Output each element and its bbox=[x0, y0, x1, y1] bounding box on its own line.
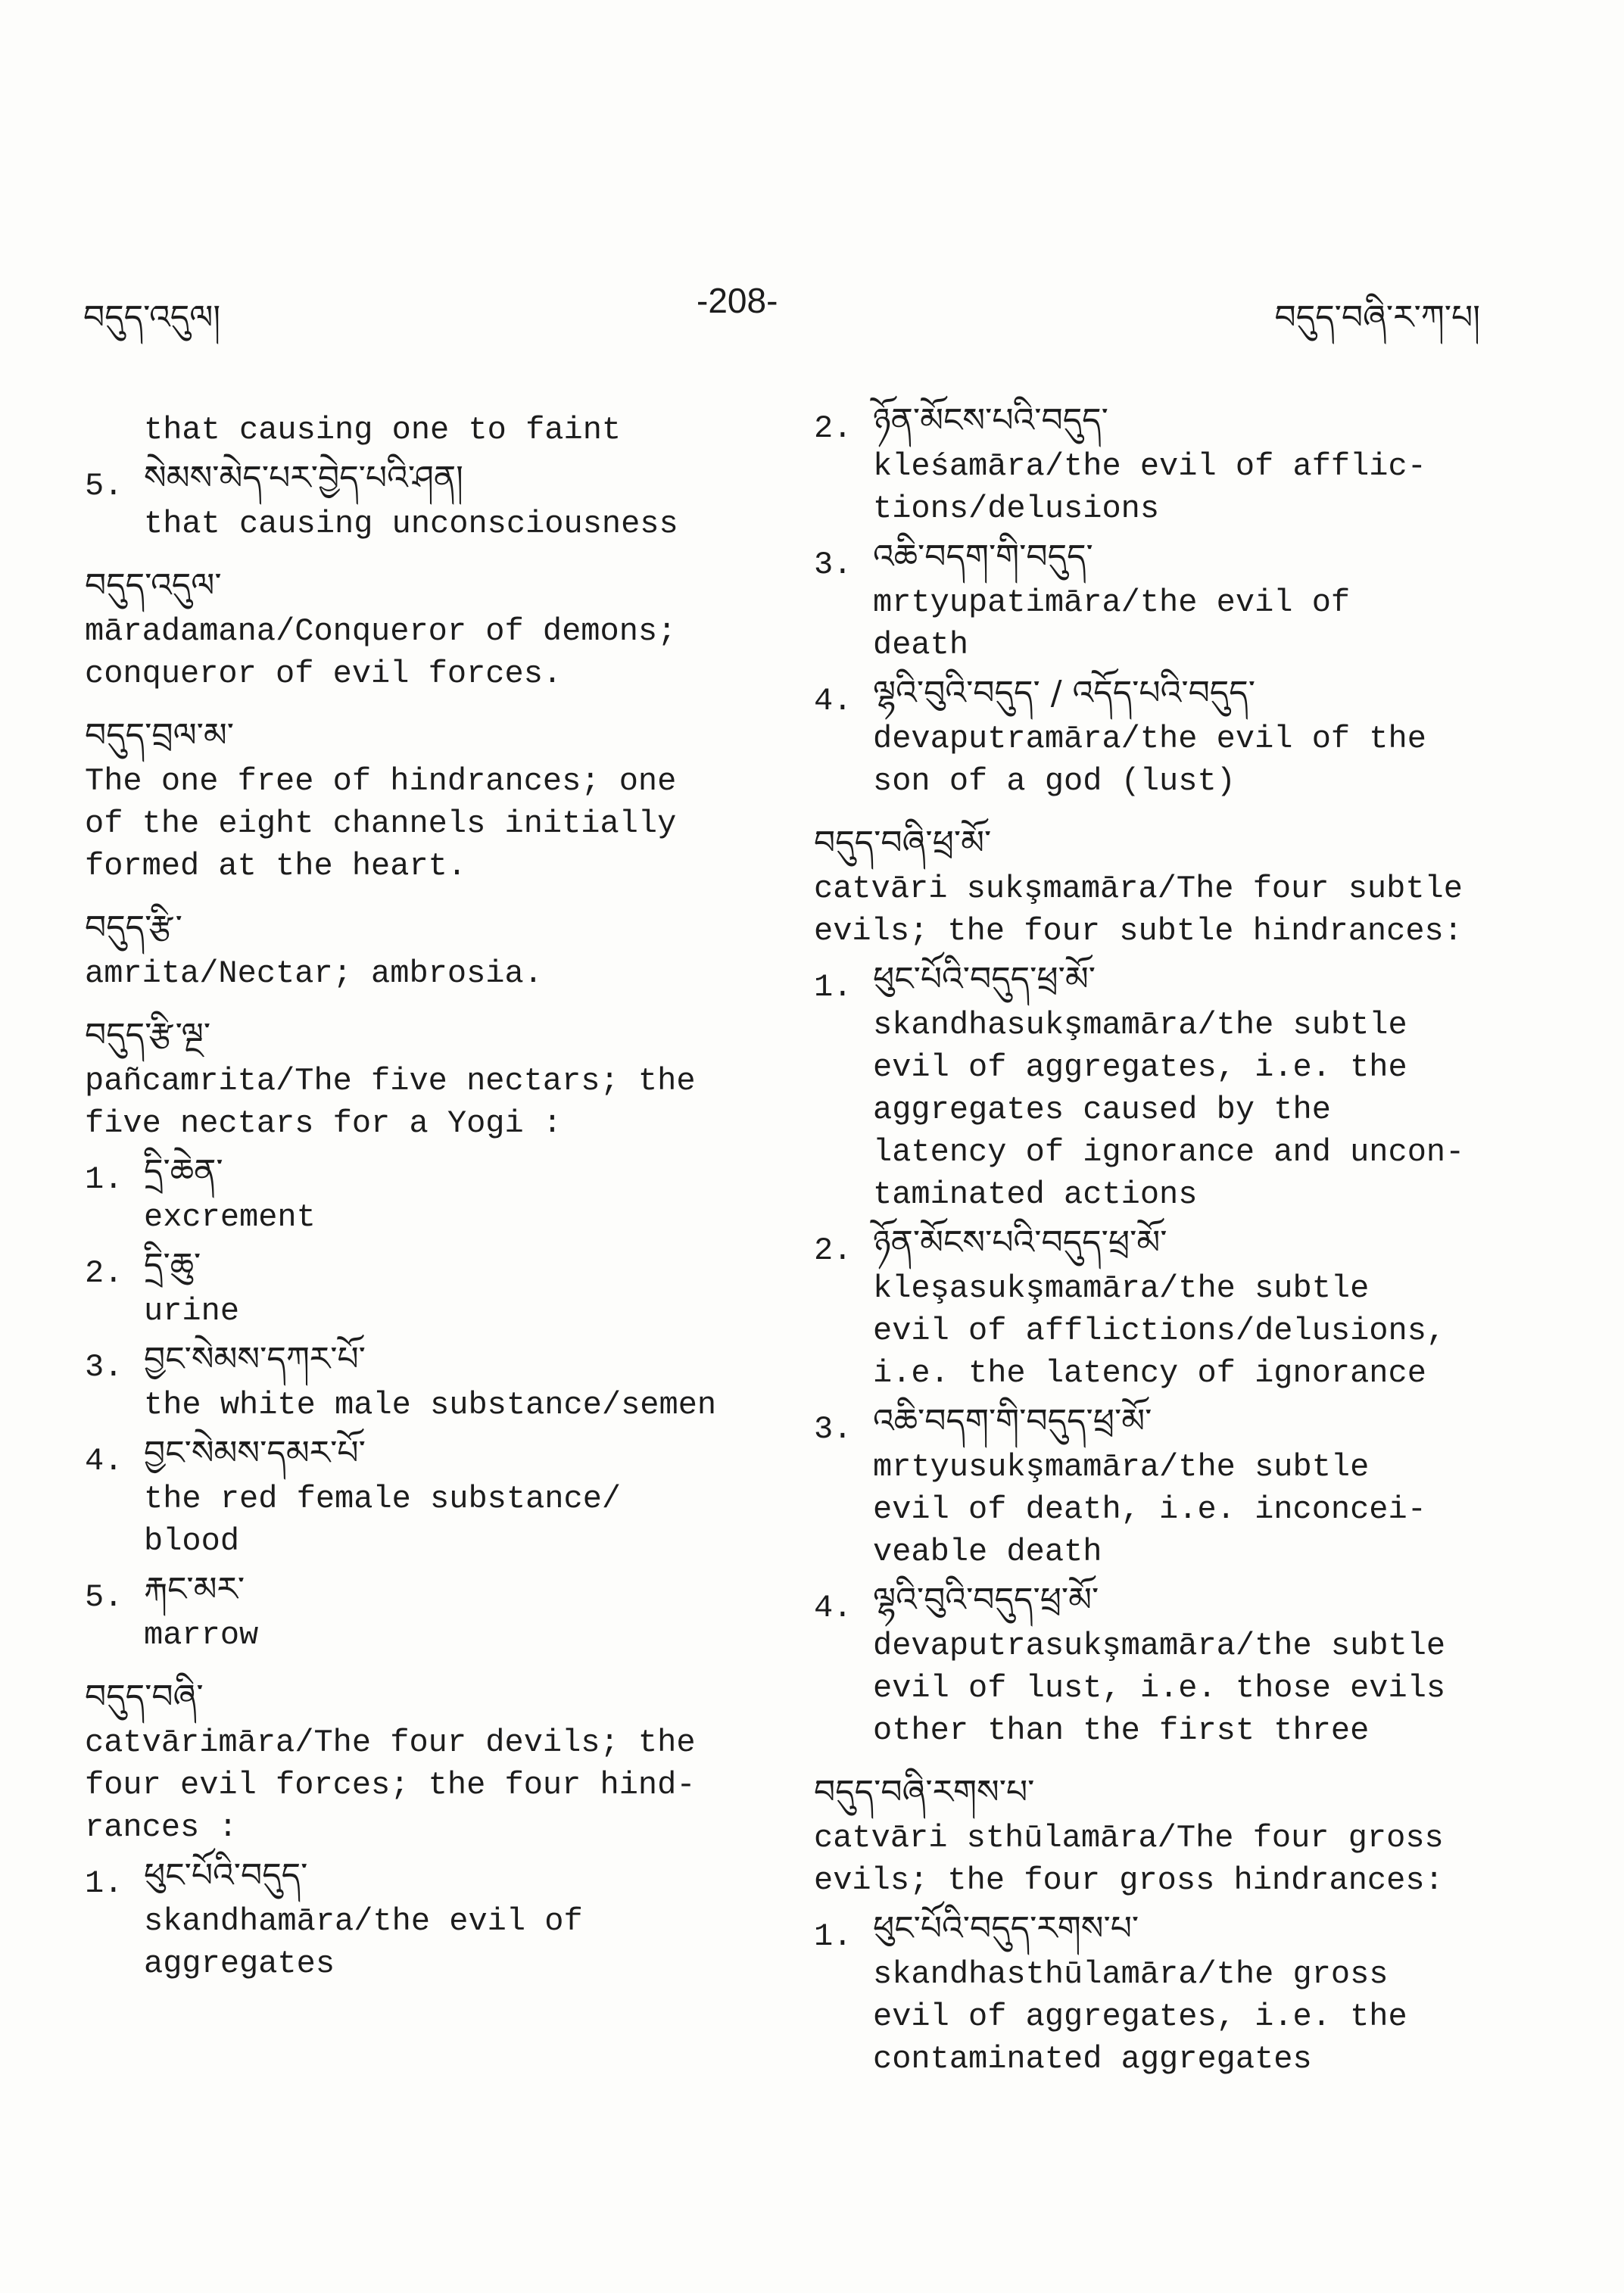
item-text: kleşasukşmamāra/the subtle evil of afflictions/delusions, i.e. the latency of ignorance bbox=[873, 1270, 1446, 1391]
item-number: 2. bbox=[814, 1232, 853, 1269]
definition-line: The one free of hindrances; one bbox=[85, 763, 677, 799]
definition-line: evils; the four gross hindrances: bbox=[814, 1862, 1444, 1899]
right-column bbox=[814, 394, 1526, 2080]
tibetan-term: ཕུང་པོའི་བདུད་ bbox=[144, 1856, 308, 1895]
item-number: 5. bbox=[85, 468, 123, 504]
entry-pancamrita bbox=[85, 1011, 796, 1656]
tibetan-term: ལྷའི་བུའི་བདུད་ / འདོད་པའི་བདུད་ bbox=[873, 674, 1255, 712]
item-text: excrement bbox=[144, 1199, 316, 1235]
item-text: mrtyusukşmamāra/the subtle evil of death, i.e. inconcei- veable death bbox=[873, 1449, 1426, 1570]
definition-line: catvārimāra/The four devils; the bbox=[85, 1724, 696, 1761]
definition-line: evils; the four subtle hindrances: bbox=[814, 913, 1463, 949]
list-item bbox=[814, 533, 1526, 666]
item-number: 4. bbox=[814, 683, 853, 719]
running-head-left: བདུད་འདུལ། bbox=[83, 301, 221, 339]
definition-line: of the eight channels initially bbox=[85, 805, 677, 842]
item-number: 2. bbox=[814, 410, 853, 447]
definition-line: pañcamrita/The five nectars; the bbox=[85, 1063, 696, 1099]
item-number: 1. bbox=[814, 1918, 853, 1955]
entry-subtle-evils bbox=[814, 819, 1526, 1752]
definition-line: formed at the heart. bbox=[85, 848, 467, 884]
tibetan-term: ཕུང་པོའི་བདུད་ཕྲ་མོ་ bbox=[873, 960, 1096, 999]
list-item bbox=[814, 1905, 1526, 2080]
tibetan-term: བྱང་སེམས་དམར་པོ་ bbox=[144, 1434, 366, 1472]
tibetan-term: ལྷའི་བུའི་བདུད་ཕྲ་མོ་ bbox=[873, 1581, 1099, 1619]
list-item bbox=[85, 454, 796, 545]
list-item bbox=[814, 1219, 1526, 1394]
definition-line: four evil forces; the four hind- bbox=[85, 1767, 696, 1803]
item-number: 2. bbox=[85, 1255, 123, 1291]
page-number: -208- bbox=[697, 281, 778, 320]
item-text: that causing unconsciousness bbox=[144, 506, 678, 542]
list-item bbox=[85, 1429, 796, 1562]
list-item bbox=[814, 669, 1526, 802]
item-text: devaputrasukşmamāra/the subtle evil of lust, i.e. those evils other than the first three bbox=[873, 1628, 1446, 1749]
list-item bbox=[85, 1335, 796, 1426]
headword: བདུད་བཞི་ཕྲ་མོ་ bbox=[814, 824, 992, 862]
list-item bbox=[85, 1566, 796, 1656]
headword: བདུད་བཞི་རགས་པ་ bbox=[814, 1773, 1035, 1812]
item-text: urine bbox=[144, 1293, 240, 1329]
list-item bbox=[85, 1242, 796, 1332]
tibetan-term: བྱང་སེམས་དཀར་པོ་ bbox=[144, 1340, 366, 1379]
tibetan-term: རྐང་མར་ bbox=[144, 1570, 245, 1609]
item-number: 3. bbox=[814, 1411, 853, 1447]
item-text: the white male substance/semen bbox=[144, 1387, 717, 1423]
list-item bbox=[814, 1397, 1526, 1573]
definition-line: catvāri sthūlamāra/The four gross bbox=[814, 1820, 1444, 1856]
headword: བདུད་རྩི་ bbox=[85, 908, 182, 947]
entry-dudralma bbox=[85, 712, 796, 887]
item-text: devaputramāra/the evil of the son of a god (lust) bbox=[873, 721, 1426, 799]
item-text: marrow bbox=[144, 1617, 259, 1653]
entry-amrita bbox=[85, 904, 796, 995]
left-column bbox=[85, 409, 796, 1985]
list-item bbox=[814, 397, 1526, 530]
item-text: skandhamāra/the evil of aggregates bbox=[144, 1903, 583, 1982]
item-text: skandhasthūlamāra/the gross evil of aggregates, i.e. the contaminated aggregates bbox=[873, 1956, 1407, 2077]
continued-text: that causing one to faint bbox=[144, 412, 622, 448]
tibetan-term: དྲི་ཆུ་ bbox=[144, 1246, 201, 1285]
entry-maradamana bbox=[85, 562, 796, 695]
definition-line: amrita/Nectar; ambrosia. bbox=[85, 955, 543, 992]
item-number: 1. bbox=[85, 1865, 123, 1902]
definition-line: conqueror of evil forces. bbox=[85, 656, 563, 692]
headword: བདུད་རྩི་ལྔ་ bbox=[85, 1016, 211, 1055]
definition-line: rances : bbox=[85, 1809, 238, 1846]
running-head-right: བདུད་བཞི་ར་ཀ་པ། bbox=[1274, 301, 1480, 339]
tibetan-term: འཆི་བདག་གི་བདུད་ bbox=[873, 537, 1093, 576]
definition-line: catvāri sukşmamāra/The four subtle bbox=[814, 871, 1463, 907]
item-number: 3. bbox=[814, 547, 853, 583]
tibetan-term: དྲི་ཆེན་ bbox=[144, 1152, 223, 1191]
item-text: mrtyupatimāra/the evil of death bbox=[873, 584, 1351, 663]
list-item bbox=[85, 1148, 796, 1238]
item-number: 5. bbox=[85, 1579, 123, 1615]
tibetan-term: ཕུང་པོའི་བདུད་རགས་པ་ bbox=[873, 1909, 1139, 1948]
list-item bbox=[814, 955, 1526, 1216]
list-item bbox=[85, 1852, 796, 1985]
entry-catvarimara bbox=[85, 1673, 796, 1985]
item-number: 1. bbox=[814, 969, 853, 1005]
tibetan-term: འཆི་བདག་གི་བདུད་ཕྲ་མོ་ bbox=[873, 1402, 1152, 1441]
item-text: skandhasukşmamāra/the subtle evil of aggregates, i.e. the aggregates caused by the latency of ignorance and uncon- taminated actions bbox=[873, 1007, 1465, 1213]
headword: བདུད་བྲལ་མ་ bbox=[85, 716, 235, 755]
entry-gross-evils bbox=[814, 1768, 1526, 2080]
list-item bbox=[814, 1576, 1526, 1752]
definition-line: māradamana/Conqueror of demons; bbox=[85, 613, 677, 650]
headword: བདུད་བཞི་ bbox=[85, 1678, 204, 1716]
definition-line: five nectars for a Yogi : bbox=[85, 1105, 563, 1142]
item-number: 4. bbox=[85, 1443, 123, 1479]
headword: བདུད་འདུལ་ bbox=[85, 566, 222, 605]
tibetan-term: ཉོན་མོངས་པའི་བདུད་ bbox=[873, 401, 1108, 440]
item-text: kleśamāra/the evil of afflic- tions/delusions bbox=[873, 448, 1426, 527]
tibetan-term: སེམས་མེད་པར་བྱེད་པའི་ཤན། bbox=[144, 459, 463, 497]
item-number: 3. bbox=[85, 1349, 123, 1385]
item-number: 4. bbox=[814, 1590, 853, 1626]
tibetan-term: ཉོན་མོངས་པའི་བདུད་ཕྲ་མོ་ bbox=[873, 1223, 1167, 1262]
item-text: the red female substance/ blood bbox=[144, 1481, 622, 1559]
item-number: 1. bbox=[85, 1161, 123, 1198]
